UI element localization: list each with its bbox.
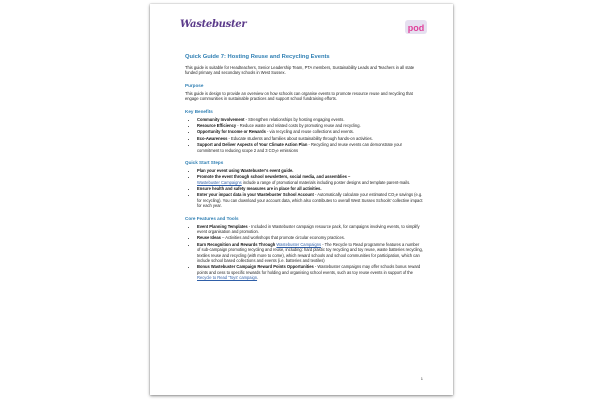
wastebuster-campaigns-link[interactable]: Wastebuster Campaigns	[276, 241, 322, 247]
purpose-paragraph: This guide is design to provide an overview on how schools can organise events to promote resource reuse and recycling that engage communities in sustainable practices and support school fundraising efforts.	[185, 90, 413, 102]
list-item: • Community Involvement - Strengthen relationships by hosting engaging events.	[197, 117, 423, 122]
benefits-heading: Key Benefits	[185, 108, 213, 114]
list-item: • Reuse Ideas – Activities and workshops that promote circular economy practices.	[197, 235, 423, 240]
list-item: • Enter your impact data in your Wastebuster School Account - Automatically calculate your estimated CO₂e savings (e.g. for recycling). You can download your account data, which also contributes to overall West Sussex Schools' collective impact for each year.	[197, 192, 423, 208]
document-page	[150, 4, 453, 395]
list-item: • Resource Efficiency - Reduce waste and related costs by promoting reuse and recycling.	[197, 123, 423, 128]
purpose-heading: Purpose	[185, 82, 204, 88]
list-item: • Ensure health and safety measures are in place for all activities.	[197, 186, 423, 191]
intro-paragraph: This guide is suitable for Headteachers, Senior Leadership Team, PTA members, Sustainability Leads and Teachers in all state funded primary and secondary schools in West Sussex.	[185, 65, 415, 76]
pod-logo	[405, 16, 427, 38]
list-item: • Earn Recognition and Rewards Through Wastebuster Campaigns - The Recycle to Read programme features a number of sub-campaign promoting recycling and reuse, including: hard plastic toy recycling and toy reuse, waste batteries recycling, textiles reuse and recycling (with more to come), which reward schools and school communities for participation, which can include school based collections and events (i.e. batteries and textiles)	[197, 242, 423, 264]
wastebuster-logo	[180, 19, 246, 30]
quickstart-heading: Quick Start Steps	[185, 159, 224, 165]
list-item: • Promote the event through school newsletters, social media, and assemblies – Wastebuster Campaigns include a range of promotional materials including poster designs and template parent-mails.	[197, 174, 423, 185]
benefits-list	[185, 117, 423, 153]
features-heading: Core Features and Tools	[185, 215, 239, 221]
page-number: 1	[420, 376, 423, 381]
list-item: • Opportunity for Income or Rewards - via recycling and reuse collections and events.	[197, 129, 423, 134]
list-item: • Plan your event using Wastebuster's event guide.	[197, 168, 423, 173]
pod-logo-text: pod	[407, 23, 425, 33]
document-title: Quick Guide 7: Hosting Reuse and Recycling Events	[185, 54, 330, 60]
features-list	[185, 224, 423, 281]
header-logos	[180, 16, 425, 44]
list-item: • Eco-Awareness - Educate students and families about sustainability through hands-on activities.	[197, 136, 423, 141]
recycle-to-read-toys-link[interactable]: Recycle to Read 'Toys' campaign	[197, 275, 258, 281]
list-item: • Event Planning Templates - Included in Wastebuster campaign resource pack, for campaigns involving events, to simplify event organisation and promotion.	[197, 224, 423, 235]
quickstart-list	[185, 168, 423, 209]
wastebuster-campaigns-link[interactable]: Wastebuster Campaigns	[197, 179, 242, 185]
list-item: • Support and Deliver Aspects of Your Climate Action Plan - Recycling and reuse events can demonstrate your commitment to reducing scope 2 and 3 CO₂e emissions	[197, 142, 423, 153]
list-item: • Bonus Wastebuster Campaign Reward Points Opportunities - Wastebuster campaigns may offer schools bonus reward points and cess to specific rewards for holding and organising school events, such as toy reuse events in support of the Recycle to Read 'Toys' campaign.	[197, 264, 423, 280]
wastebuster-logo-text: Wastebuster	[180, 19, 247, 30]
